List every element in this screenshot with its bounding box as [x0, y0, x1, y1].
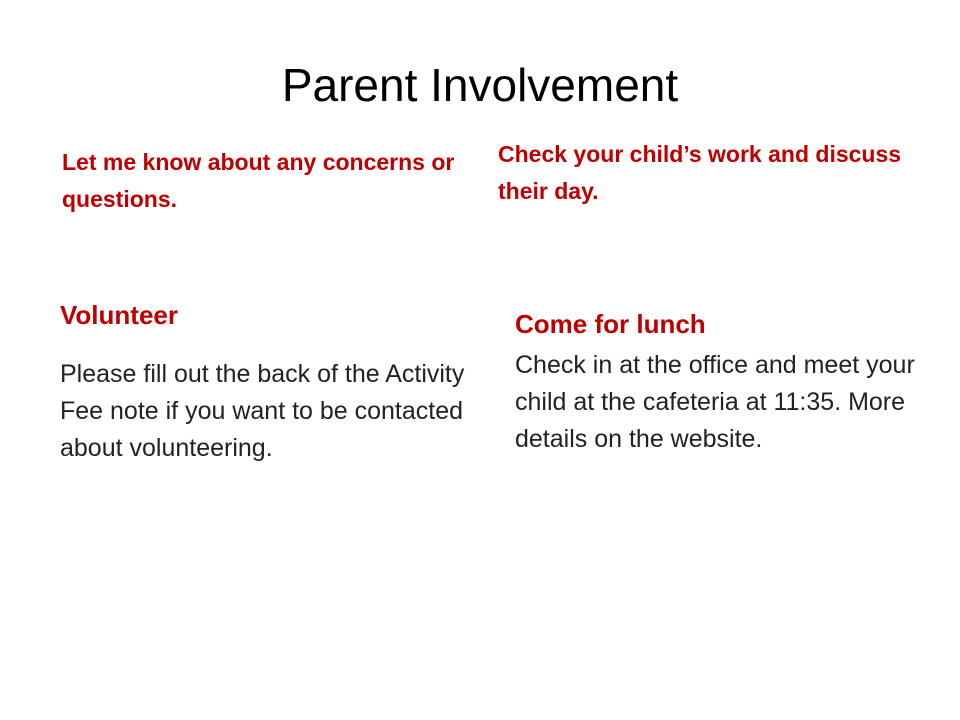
concerns-note: Let me know about any concerns or questions.	[62, 149, 455, 212]
slide-title: Parent Involvement	[281, 59, 679, 111]
volunteer-heading: Volunteer	[60, 300, 178, 330]
lunch-body: Check in at the office and meet your child at the cafeteria at 11:35. More details on the website.	[515, 351, 915, 453]
volunteer-body: Please fill out the back of the Activity Fee note if you want to be contacted about volunteering.	[60, 360, 465, 462]
check-work-note: Check your child’s work and discuss their day.	[498, 141, 902, 204]
lunch-heading: Come for lunch	[515, 309, 706, 339]
